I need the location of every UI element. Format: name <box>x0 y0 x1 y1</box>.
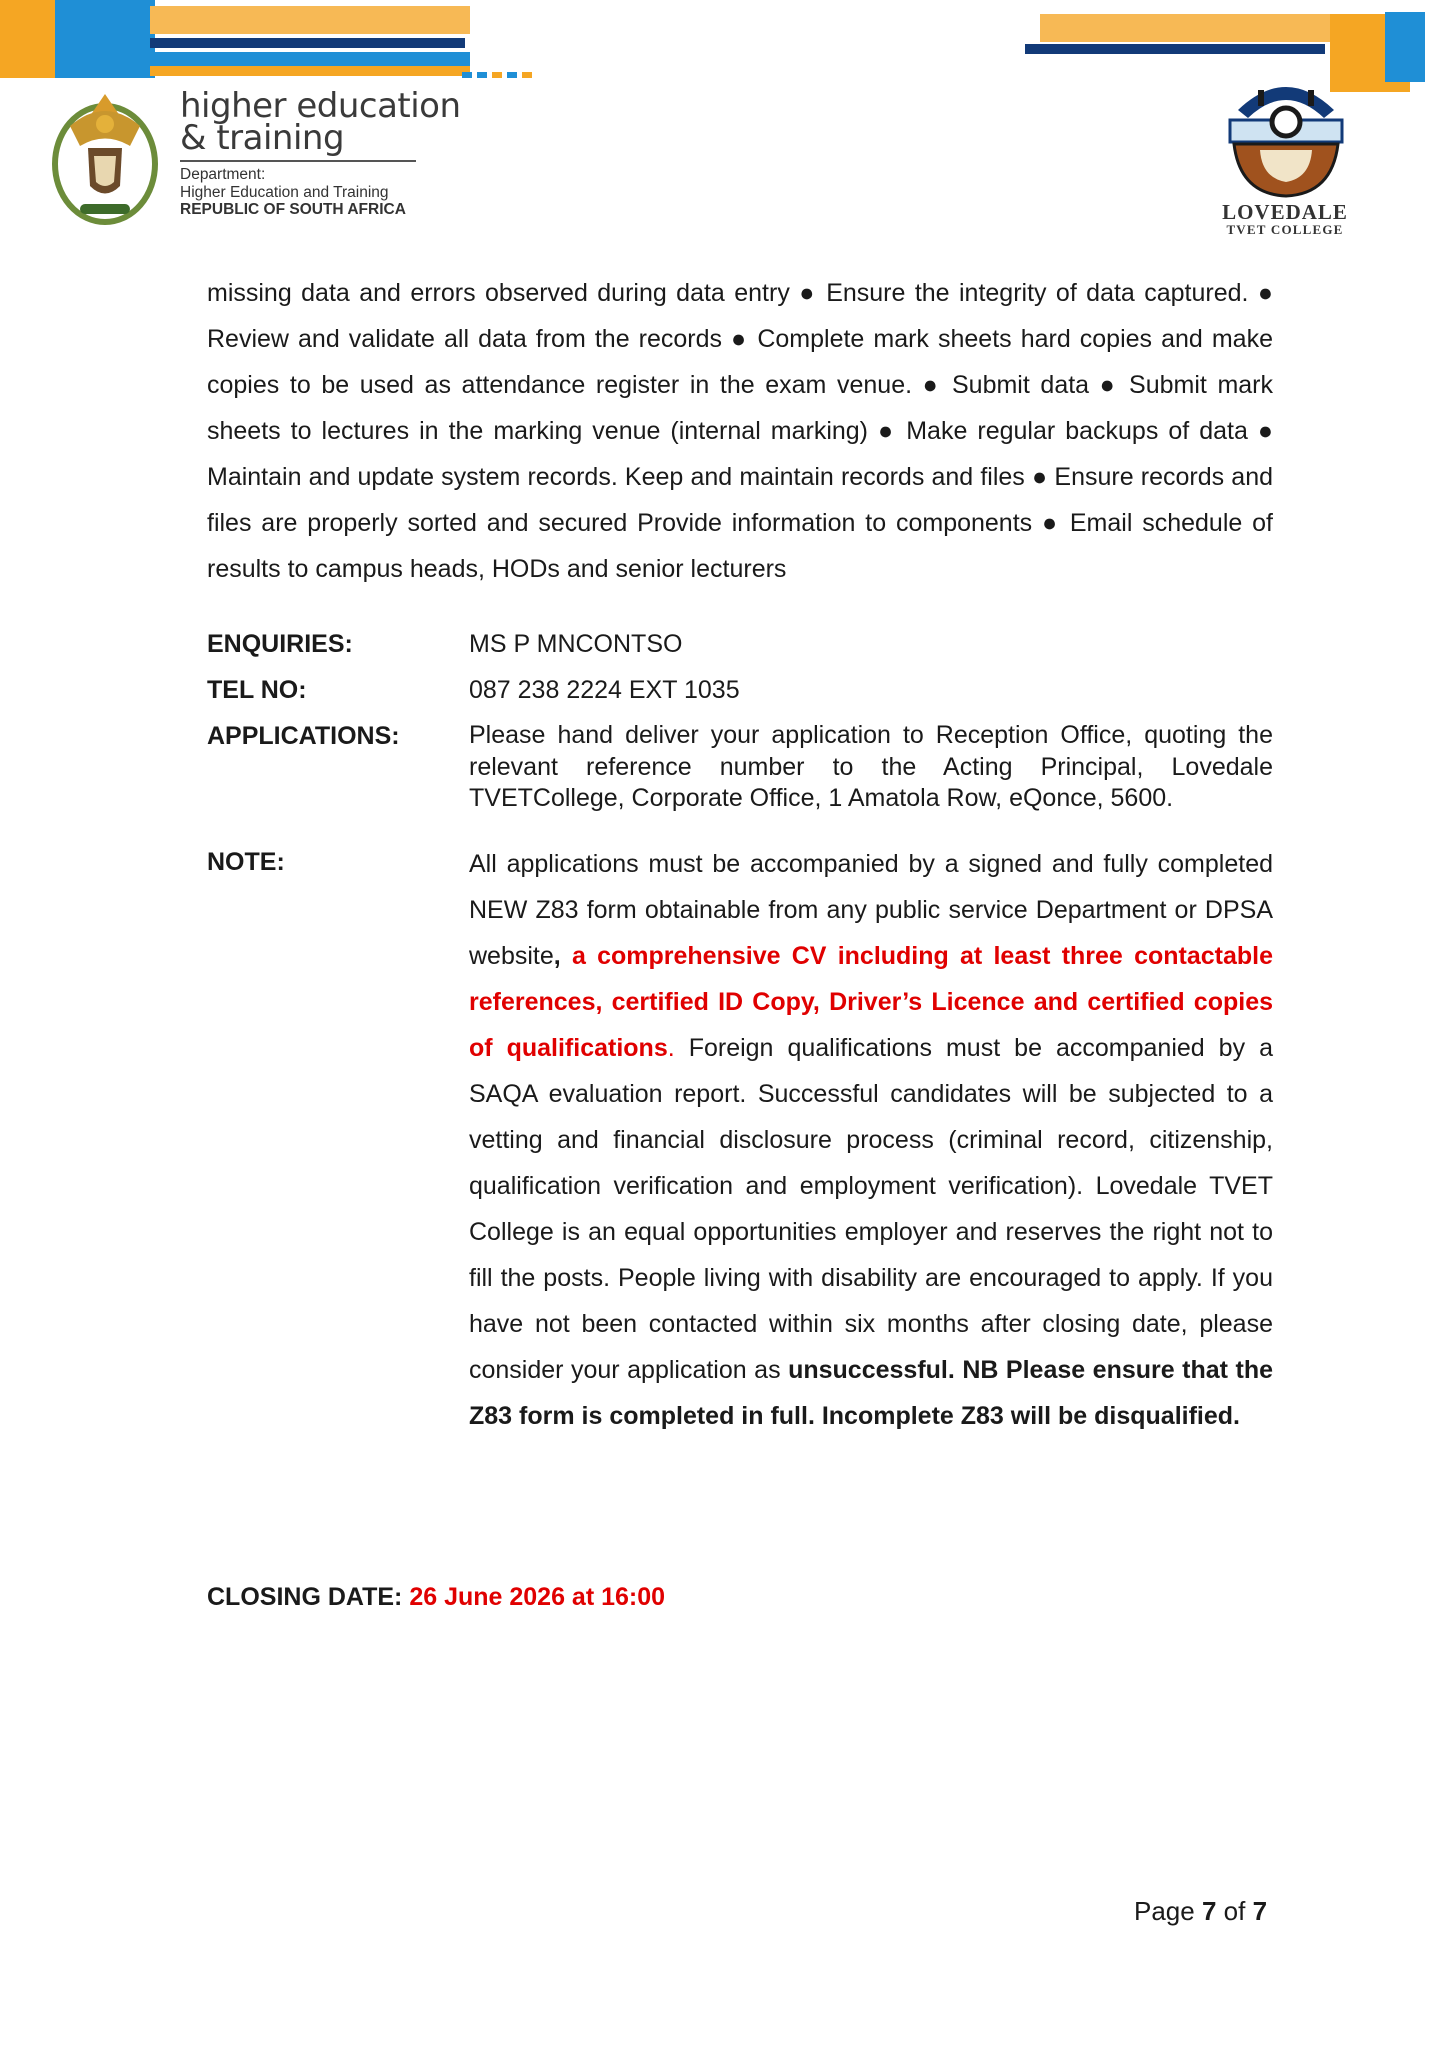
department-name-line2: & training <box>180 118 345 158</box>
coat-of-arms-logo <box>50 86 160 226</box>
page-number <box>1134 1896 1267 1927</box>
closing-date-label: CLOSING DATE: <box>207 1583 410 1611</box>
note-comma: , <box>553 942 561 970</box>
note-text-part1: All applications must be accompanied by a signed and fully completed NEW Z83 form obtainable from any public service Department or DPSA website <box>469 850 1273 970</box>
note-label: NOTE: <box>207 848 285 876</box>
closing-date <box>207 1583 665 1612</box>
tel-value: 087 238 2224 EXT 1035 <box>469 676 740 704</box>
closing-date-value: 26 June 2026 at 16:00 <box>409 1583 666 1611</box>
tel-label: TEL NO: <box>207 676 307 704</box>
department-label: Department: <box>180 166 266 183</box>
page-of: of <box>1216 1896 1253 1926</box>
department-name-line1: higher education <box>180 86 461 126</box>
page-current: 7 <box>1201 1896 1217 1926</box>
duties-paragraph: missing data and errors observed during data entry ● Ensure the integrity of data captured. ● Review and validate all data from the records ● Complete mark sheets hard copies and make copies to be used as attendance register in the exam venue. ● Submit data ● Submit mark sheets to lectures in the marking venue (internal marking) ● Make regular backups of data ● Maintain and update system records. Keep and maintain records and files ● Ensure records and files are properly sorted and secured Provide information to components ● Email schedule of results to campus heads, HODs and senior lecturers <box>207 279 1273 583</box>
enquiries-value: MS P MNCONTSO <box>469 630 683 658</box>
department-full-name: Higher Education and Training <box>180 184 389 201</box>
note-warning: unsuccessful. NB Please ensure that the Z83 form is completed in full. Incomplete Z83 will be disqualified. <box>469 1356 1273 1430</box>
note-required-documents: a comprehensive CV including at least three contactable references, certified ID Copy, Driver’s Licence and certified copies of qualifications <box>469 942 1273 1062</box>
enquiries-label: ENQUIRIES: <box>207 630 353 658</box>
note-red-period: . <box>667 1034 675 1062</box>
applications-label: APPLICATIONS: <box>207 722 400 750</box>
department-country: REPUBLIC OF SOUTH AFRICA <box>180 201 406 218</box>
note-text-part2: Foreign qualifications must be accompanied by a SAQA evaluation report. Successful candidates will be subjected to a vetting and financial disclosure process (criminal record, citizenship, qualification verification and employment verification). Lovedale TVET College is an equal opportunities employer and reserves the right not to fill the posts. People living with disability are encouraged to apply. If you have not been contacted within six months after closing date, please consider your application as <box>469 1034 1273 1384</box>
lovedale-college-logo <box>1220 70 1352 200</box>
page-word: Page <box>1134 1896 1202 1926</box>
college-subtitle: TVET COLLEGE <box>1226 222 1344 237</box>
department-divider <box>180 160 416 162</box>
note-paragraph <box>469 841 1273 1439</box>
applications-value: Please hand deliver your application to Reception Office, quoting the relevant reference number to the Acting Principal, Lovedale TVETCollege, Corporate Office, 1 Amatola Row, eQonce, 5600. <box>469 721 1273 812</box>
page-total: 7 <box>1252 1896 1268 1926</box>
college-name: LOVEDALE <box>1222 200 1348 224</box>
